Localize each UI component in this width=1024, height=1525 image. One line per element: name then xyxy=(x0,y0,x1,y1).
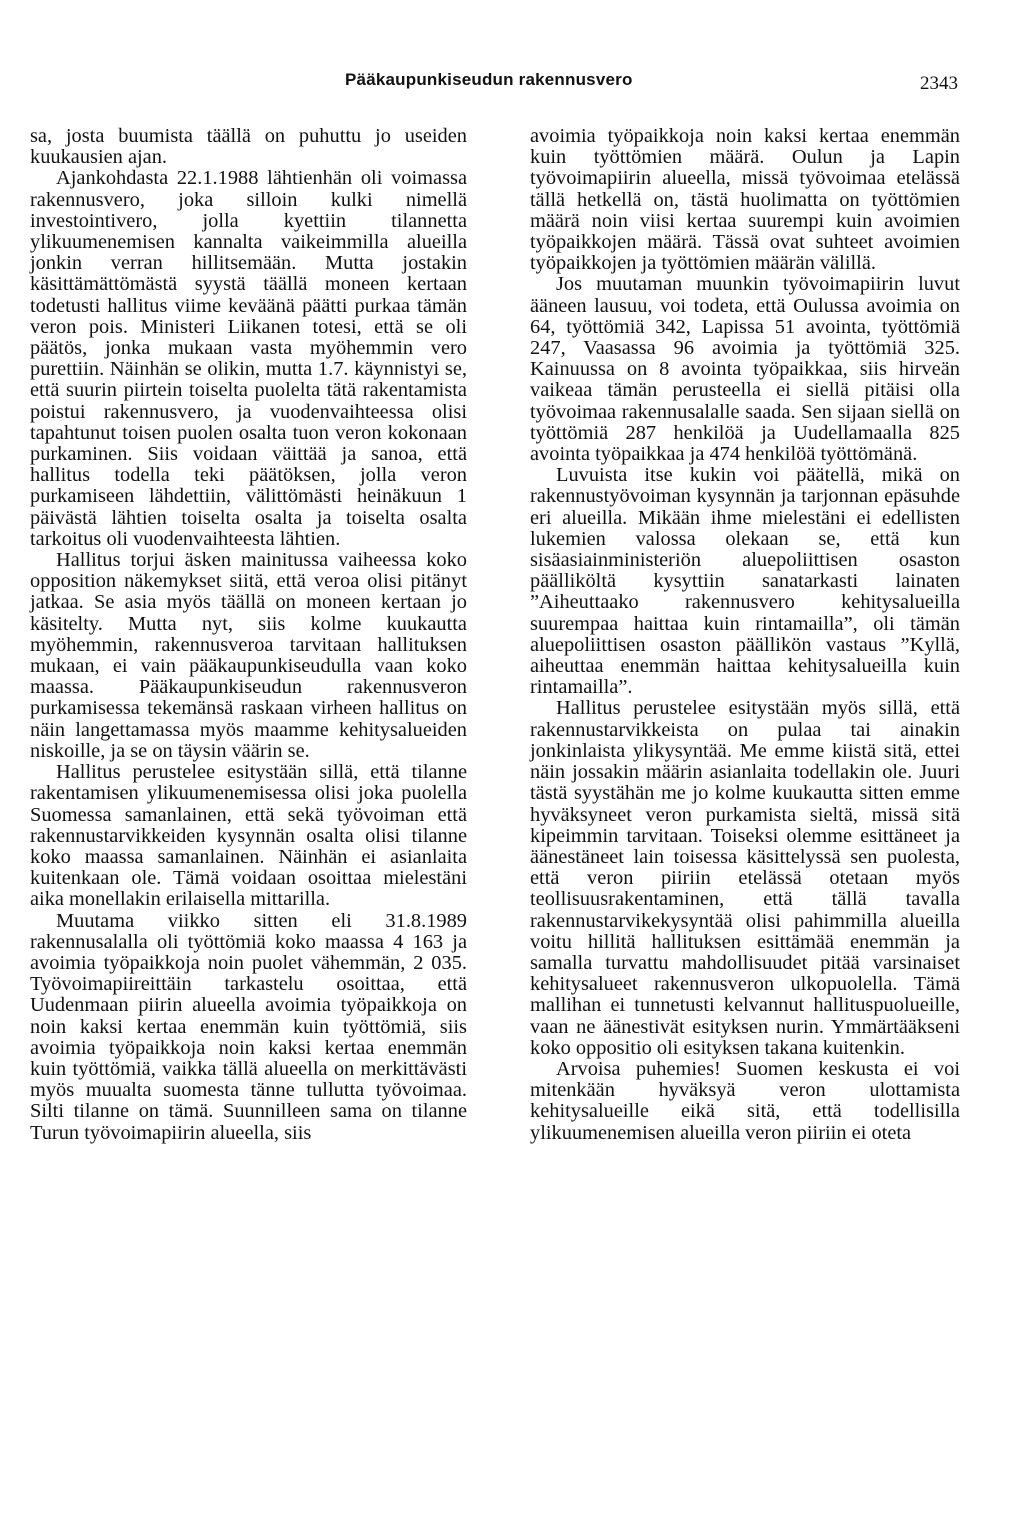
paragraph: Hallitus perustelee esitystään myös sillä, että rakennustarvikkeista on pulaa tai ainakin jonkinlaista ylikysyntää. Me emme kiistä sitä, ettei näin jossakin määrin asianlaita todellakin ole. Juuri tästä syystähän me jo kolme kuukautta sitten emme hyväksyneet veron purkamista sieltä, missä sitä kipeimmin tarvitaan. Toiseksi olemme esittäneet ja äänestäneet lain toisessa käsittelyssä sen puolesta, että veron piiriin etelässä otetaan myös teollisuusrakentaminen, että tällä tavalla rakennustarvikekysyntää olisi pahimmilla alueilla voitu hillitä hallituksen esittämää enemmän ja samalla turvattu mahdollisuudet pitää varsinaiset kehitysalueet rakennusveron ulkopuolella. Tämä mallihan ei tunnetusti kelvannut hallituspuolueille, vaan ne äänestivät esityksen nurin. Ymmärtääkseni koko oppositio oli esityksen takana kuitenkin. xyxy=(530,697,960,1059)
right-column xyxy=(530,126,960,1144)
paragraph: Arvoisa puhemies! Suomen keskusta ei voi mitenkään hyväksyä veron ulottamista kehitysalueille eikä sitä, että todellisilla ylikuumenemisen alueilla veron piiriin ei oteta xyxy=(530,1057,960,1144)
paragraph: Ajankohdasta 22.1.1988 lähtienhän oli voimassa rakennusvero, joka silloin kulki nimellä investointivero, jolla kyettiin tilannetta ylikuumenemisen kannalta vaikeimmilla alueilla jonkin verran hillitsemään. Mutta jostakin käsittämättömästä syystä täällä moneen kertaan todetusti hallitus viime keväänä päätti purkaa tämän veron pois. Ministeri Liikanen totesi, että se oli päätös, jonka mukaan vasta myöhemmin vero purettiin. Näinhän se olikin, mutta 1.7. käynnistyi se, että suurin piirtein toiselta puolelta tätä rakentamista poistui rakennusvero, ja vuodenvaihteessa olisi tapahtunut toisen puolen osalta tuon veron kokonaan purkaminen. Siis voidaan väittää ja sanoa, että hallitus todella teki päätöksen, jolla veron purkamiseen lähdettiin, välittömästi heinäkuun 1 päivästä lähtien toiselta osalta ja toiselta osalta tarkoitus oli vuodenvaihteesta lähtien. xyxy=(30,167,467,550)
paragraph: Luvuista itse kukin voi päätellä, mikä on rakennustyövoiman kysynnän ja tarjonnan epäsuhde eri alueilla. Mikään ihme mielestäni ei edellisten lukemien valossa olekaan se, että kun sisäasiainministeriön aluepoliittisen osaston päälliköltä kysyttiin sanatarkasti lainaten ”Aiheuttaako rakennusvero kehitysalueilla suurempaa haittaa kuin rintamailla”, oli tämän aluepoliittisen osaston päällikön vastaus ”Kyllä, aiheuttaa enemmän haittaa kehitysalueilla kuin rintamailla”. xyxy=(530,464,960,699)
paragraph: avoimia työpaikkoja noin kaksi kertaa enemmän kuin työttömien määrä. Oulun ja Lapin työvoimapiirin alueella, missä työvoimaa etelässä tällä hetkellä on, tästä huolimatta on työttömien määrä noin viisi kertaa suurempi kuin avoimien työpaikkojen määrä. Tässä ovat suhteet avoimien työpaikkojen ja työttömien määrän välillä. xyxy=(530,125,960,275)
paragraph: sa, josta buumista täällä on puhuttu jo useiden kuukausien ajan. xyxy=(30,125,467,169)
paragraph: Muutama viikko sitten eli 31.8.1989 rakennusalalla oli työttömiä koko maassa 4 163 ja avoimia työpaikkoja noin puolet vähemmän, 2 035. Työvoimapiireittäin tarkastelu osoittaa, että Uudenmaan piirin alueella avoimia työpaikkoja on noin kaksi kertaa enemmän kuin työttömiä, siis avoimia työpaikkoja noin kaksi kertaa enemmän kuin työttömiä, vaikka tällä alueella on merkittävästi myös muualta suomesta tänne tullutta työvoimaa. Silti tilanne on tämä. Suunnilleen sama on tilanne Turun työvoimapiirin alueella, siis xyxy=(30,909,467,1144)
paragraph: Jos muutaman muunkin työvoimapiirin luvut ääneen lausuu, voi todeta, että Oulussa avoimia on 64, työttömiä 342, Lapissa 51 avointa, työttömiä 247, Vaasassa 96 avoimia ja työttömiä 325. Kainuussa on 8 avointa työpaikkaa, siis hirveän vaikeaa tämän perusteella ei siellä pitäisi olla työvoimaa rakennusalalle saada. Sen sijaan siellä on työttömiä 287 henkilöä ja Uudellamaalla 825 avointa työpaikkaa ja 474 henkilöä työttömänä. xyxy=(530,273,960,466)
page-header xyxy=(0,70,1024,100)
paragraph: Hallitus perustelee esitystään sillä, että tilanne rakentamisen ylikuumenemisessa olisi joka puolella Suomessa samanlainen, että sekä työvoiman että rakennustarvikkeiden kysynnän osalta olisi tilanne koko maassa samanlainen. Näinhän ei asianlaita kuitenkaan ole. Tämä voidaan osoittaa mielestäni aika monellakin erilaisella mittarilla. xyxy=(30,761,467,911)
paragraph: Hallitus torjui äsken mainitussa vaiheessa koko opposition näkemykset siitä, että veroa olisi pitänyt jatkaa. Se asia myös täällä on moneen kertaan jo käsitelty. Mutta nyt, siis kolme kuukautta myöhemmin, rakennusveroa tarvitaan hallituksen mukaan, ei vain pääkaupunkiseudulla vaan koko maassa. Pääkaupunkiseudun rakennusveron purkamisessa tekemänsä raskaan virheen hallitus on näin langettamassa myös maamme kehitysalueiden niskoille, ja se on täysin väärin se. xyxy=(30,549,467,762)
page-number: 2343 xyxy=(920,73,958,94)
running-title: Pääkaupunkiseudun rakennusvero xyxy=(345,70,633,89)
left-column xyxy=(30,126,467,1144)
